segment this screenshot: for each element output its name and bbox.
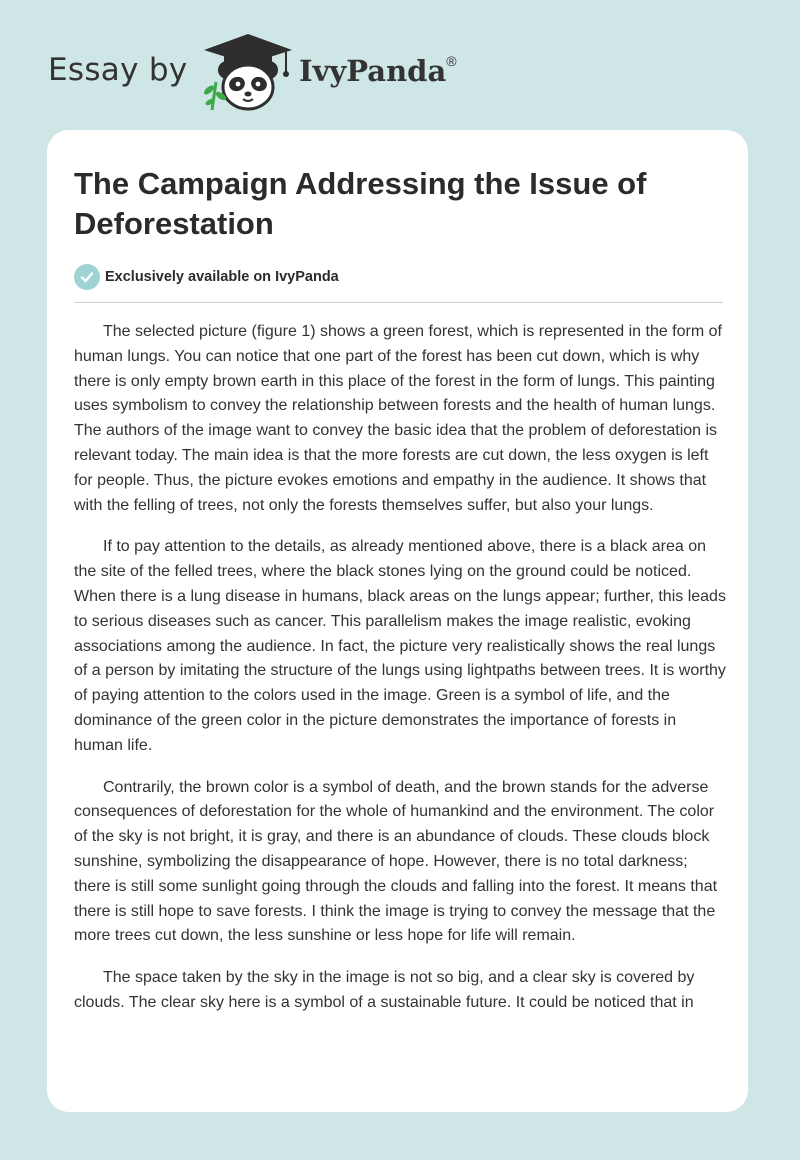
panda-logo-icon[interactable] xyxy=(200,32,296,112)
page-title: The Campaign Addressing the Issue of Deforestation xyxy=(74,166,647,241)
divider xyxy=(74,302,723,303)
paragraph: Contrarily, the brown color is a symbol of death, and the brown stands for the adverse consequences of deforestation for the whole of humankind and the environment. The color of the sky is not bright, it is gray, and there is an abundance of clouds. These clouds block sunshine, symbolizing the disappearance of hope. However, there is no total darkness; there is still some sunlight going through the clouds and falling into the forest. It means that there is still hope to save forests. I think the image is trying to convey the message that the more trees cut down, the less sunshine or less hope for life will remain. xyxy=(74,778,718,945)
paragraph: The selected picture (figure 1) shows a green forest, which is represented in the form of human lungs. You can notice that one part of the forest has been cut down, which is why there is only empty brown earth in this place of the forest in the form of lungs. This painting uses symbolism to convey the relationship between forests and the health of human lungs. The authors of the image want to convey the basic idea that the problem of deforestation is relevant today. The main idea is that the more forests are cut down, the less oxygen is left for people. Thus, the picture evokes emotions and empathy in the audience. It shows that with the felling of trees, not only the forests themselves suffer, but also your lungs. xyxy=(74,323,722,514)
paragraph: The space taken by the sky in the image is not so big, and a clear sky is covered by clouds. The clear sky here is a symbol of a sustainable future. It could be noticed that in xyxy=(74,969,695,1011)
exclusive-badge xyxy=(74,264,339,290)
essay-body xyxy=(74,320,726,1033)
check-icon xyxy=(74,264,100,290)
badge-text: Exclusively available on IvyPanda xyxy=(105,269,339,285)
essay-by-label: Essay by xyxy=(48,52,188,88)
brand-name[interactable] xyxy=(299,54,457,88)
paragraph: If to pay attention to the details, as already mentioned above, there is a black area on the site of the felled trees, where the black stones lying on the ground could be noticed. When there is a lung disease in humans, black areas on the lungs appear; further, this leads to serious diseases such as cancer. This parallelism makes the image realistic, evoking associations among the audience. In fact, the picture very realistically shows the real lungs of a person by imitating the structure of the lungs using lightpaths between trees. It is worthy of paying attention to the colors used in the image. Green is a symbol of life, and the dominance of the green color in the picture demonstrates the importance of forests in human life. xyxy=(74,538,726,754)
registered-mark: ® xyxy=(446,53,457,70)
site-header xyxy=(48,30,748,110)
essay-card xyxy=(47,130,748,1112)
brand-name-text: IvyPanda xyxy=(299,54,447,88)
